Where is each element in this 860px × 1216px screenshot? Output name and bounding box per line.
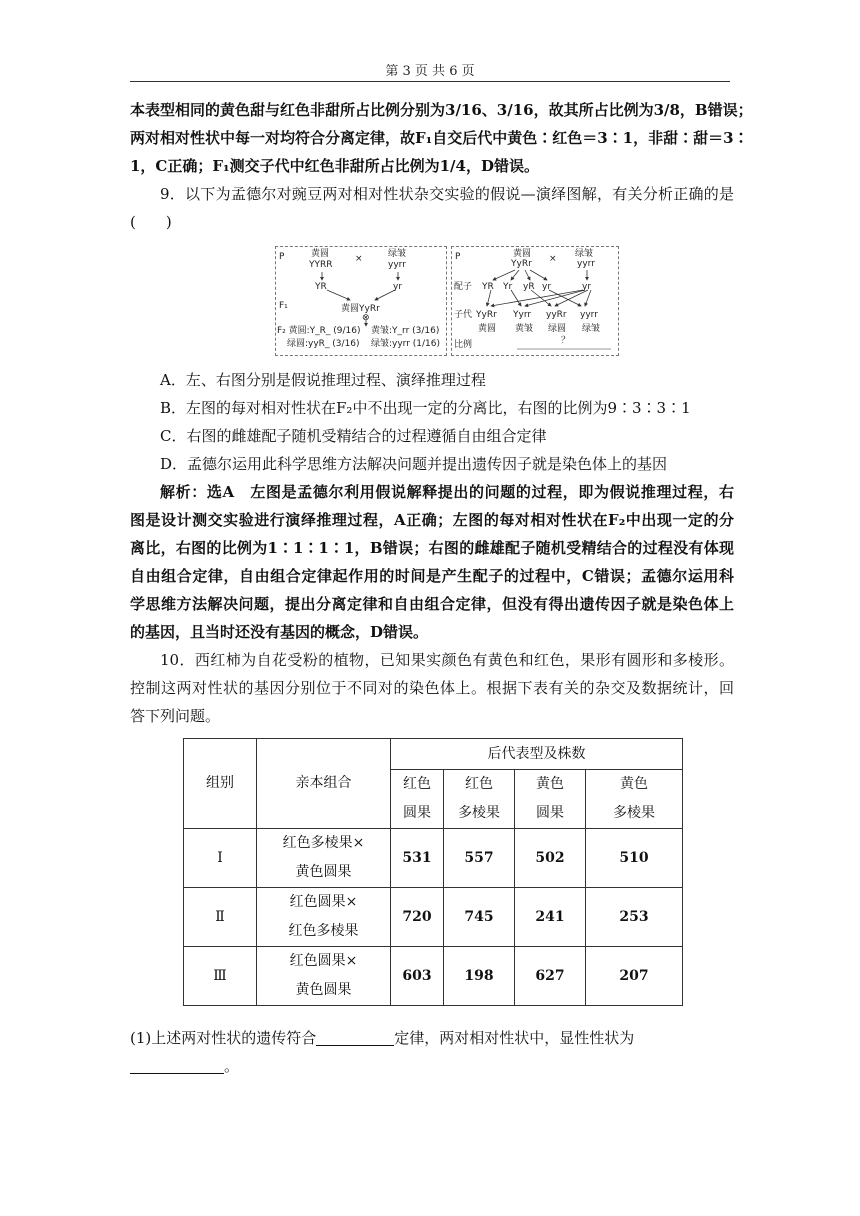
subheader-line: 圆果 [536, 805, 564, 821]
parents-cell [257, 888, 391, 947]
arrow [375, 290, 395, 300]
left-p1-genotype: YYRR [309, 260, 333, 270]
page-content [130, 96, 753, 1080]
header-offspring: 后代表型及株数 [391, 739, 683, 770]
left-cross-sign: × [355, 254, 363, 264]
arrow [530, 270, 547, 280]
left-p2-genotype: yyrr [388, 260, 406, 270]
arrow [327, 290, 350, 300]
group-cell: Ⅰ [184, 829, 257, 888]
parents-line: 黄色圆果 [295, 982, 352, 998]
q10-stem-line-2: 控制这两对性状的基因分别位于不同对的染色体上。根据下表有关的杂交及数据统计，回 [130, 679, 734, 697]
subheader-line: 黄色 [620, 776, 648, 792]
q9-option-d: D．孟德尔运用此科学思维方法解决问题并提出遗传因子就是染色体上的基因 [160, 455, 668, 473]
right-p2-name: 绿皱 [575, 249, 594, 259]
q9-option-a: A．左、右图分别是假说推理过程、演绎推理过程 [160, 371, 486, 389]
parents-line: 红色圆果× [289, 894, 358, 910]
q10-sub1-line-2 [130, 1052, 734, 1080]
right-gamete-4: yr [542, 282, 552, 292]
left-p1-name: 黄圆 [311, 249, 330, 259]
prev-answer-line-3: 1，C正确；F₁测交子代中红色非甜所占比例为1/4，D错误。 [130, 157, 539, 175]
value-cell: 603 [391, 947, 444, 1006]
prev-answer-line-2: 两对相对性状中每一对均符合分离定律，故F₁自交后代中黄色∶红色＝3∶1，非甜∶甜＝3∶ [130, 129, 749, 147]
left-f2-row-1b: 黄皱:Y_rr (3/16) [371, 326, 440, 336]
prev-answer-line-1: 本表型相同的黄色甜与红色非甜所占比例分别为3/16、3/16，故其所占比例为3/8，B错误； [130, 101, 753, 119]
value-cell: 502 [515, 829, 586, 888]
subheader-yellow-round [515, 770, 586, 829]
q10-stem-line-3: 答下列问题。 [130, 707, 221, 725]
parents-cell [257, 947, 391, 1006]
right-ratio-mark: ？ [561, 336, 571, 346]
right-phenotype-4: 绿皱 [582, 324, 601, 334]
subheader-line: 圆果 [403, 805, 431, 821]
subheader-red-multilocular [444, 770, 515, 829]
right-phenotype-1: 黄圆 [478, 324, 497, 334]
subheader-line: 红色 [465, 776, 493, 792]
selfing-icon: ⊗ [362, 313, 370, 323]
q9-analysis-line-6: 的基因，且当时还没有基因的概念，D错误。 [130, 623, 429, 641]
left-f2-row-2a: 绿圆:yyR_ (3/16) [287, 339, 360, 349]
parents-line: 红色圆果× [289, 953, 358, 969]
right-offspring-4: yyrr [580, 310, 598, 320]
group-cell: Ⅱ [184, 888, 257, 947]
q9-analysis-line-5: 学思维方法解决问题，提出分离定律和自由组合定律，但没有得出遗传因子就是染色体上 [130, 595, 734, 613]
header-group: 组别 [184, 739, 257, 829]
parents-cell [257, 829, 391, 888]
arrow [491, 290, 583, 306]
cross-data-table [183, 738, 683, 1006]
q9-analysis-line-1: 解析：选A 左图是孟德尔利用假说解释提出的问题的过程，即为假说推理过程，右 [160, 483, 734, 501]
right-ratio-label: 比例 [454, 340, 473, 350]
answer-blank-law[interactable] [316, 1031, 394, 1046]
table-row [184, 888, 683, 947]
q9-analysis-line-3: 离比，右图的比例为1∶1∶1∶1，B错误；右图的雌雄配子随机受精结合的过程没有体现 [130, 539, 734, 557]
subheader-line: 黄色 [536, 776, 564, 792]
header-rule [130, 81, 730, 82]
subheader-line: 多棱果 [613, 805, 655, 821]
value-cell: 241 [515, 888, 586, 947]
arrow [487, 290, 491, 306]
parents-line: 红色多棱果× [282, 835, 365, 851]
value-cell: 720 [391, 888, 444, 947]
left-gamete-1: YR [315, 282, 327, 292]
q9-figure [275, 246, 621, 358]
parents-line: 红色多棱果 [288, 923, 359, 939]
parents-line: 黄色圆果 [295, 864, 352, 880]
right-gamete-parent2: yr [582, 282, 592, 292]
left-gamete-2: yr [393, 282, 403, 292]
left-f1-genotype: 黄圆YyRr [341, 304, 380, 314]
right-phenotype-3: 绿圆 [548, 324, 567, 334]
subheader-yellow-multilocular [586, 770, 683, 829]
right-offspring-1: YyRr [476, 310, 497, 320]
left-f2-row-2b: 绿皱:yyrr (1/16) [371, 339, 441, 349]
left-f2-row-1a: F₂ 黄圆:Y_R_ (9/16) [277, 326, 361, 336]
left-p2-name: 绿皱 [388, 249, 407, 259]
right-gamete-1: YR [482, 282, 494, 292]
arrow [525, 270, 530, 280]
q9-stem-line-1: 9．以下为孟德尔对豌豆两对相对性状杂交实验的假说—演绎图解，有关分析正确的是 [160, 185, 734, 203]
q9-stem-line-2: ( ) [130, 213, 172, 231]
right-offspring-3: yyRr [546, 310, 567, 320]
value-cell: 253 [586, 888, 683, 947]
right-gamete-2: Yr [503, 282, 513, 292]
right-gamete-3: yR [523, 282, 535, 292]
right-p2-genotype: yyrr [577, 259, 595, 269]
q9-analysis-line-2: 图是设计测交实验进行演绎推理过程，A正确；左图的每对相对性状在F₂中出现一定的分 [130, 511, 734, 529]
q9-option-b: B．左图的每对相对性状在F₂中不出现一定的分离比，右图的比例为9∶3∶3∶1 [160, 399, 691, 417]
q9-option-c: C．右图的雌雄配子随机受精结合的过程遵循自由组合定律 [160, 427, 547, 445]
right-p1-genotype: YyRr [511, 259, 532, 269]
value-cell: 198 [444, 947, 515, 1006]
arrow [585, 290, 591, 306]
subheader-line: 红色 [403, 776, 431, 792]
page-number: 第 3 页 共 6 页 [385, 64, 475, 79]
subheader-line: 多棱果 [458, 805, 500, 821]
q10-stem-line-1: 10．西红柿为自花受粉的植物，已知果实颜色有黄色和红色，果形有圆形和多棱形。 [160, 651, 734, 669]
value-cell: 557 [444, 829, 515, 888]
right-p-label: P [455, 252, 461, 262]
left-p-label: P [279, 252, 285, 262]
subheader-red-round [391, 770, 444, 829]
q10-sub1-part-2: 定律，两对相对性状中，显性性状为 [394, 1029, 635, 1047]
value-cell: 627 [515, 947, 586, 1006]
right-p1-name: 黄圆 [513, 249, 532, 259]
table-row [184, 829, 683, 888]
header-parents: 亲本组合 [257, 739, 391, 829]
q9-analysis-line-4: 自由组合定律，自由组合定律起作用的时间是产生配子的过程中，C错误；孟德尔运用科 [130, 567, 734, 585]
value-cell: 531 [391, 829, 444, 888]
right-phenotype-2: 黄皱 [515, 324, 534, 334]
q10-sub1-end: 。 [224, 1057, 240, 1075]
value-cell: 510 [586, 829, 683, 888]
value-cell: 745 [444, 888, 515, 947]
right-cross-sign: × [549, 254, 557, 264]
right-offspring-2: Yyrr [513, 310, 532, 320]
q10-sub1-line-1 [130, 1024, 734, 1052]
value-cell: 207 [586, 947, 683, 1006]
group-cell: Ⅲ [184, 947, 257, 1006]
table-row [184, 947, 683, 1006]
right-offspring-label: 子代 [454, 310, 473, 320]
answer-blank-dominant[interactable] [130, 1059, 224, 1074]
left-f1-label: F₁ [279, 301, 288, 311]
right-gamete-label: 配子 [454, 282, 473, 292]
q10-sub1-part-1: (1)上述两对性状的遗传符合 [130, 1029, 317, 1047]
arrow [511, 290, 521, 306]
